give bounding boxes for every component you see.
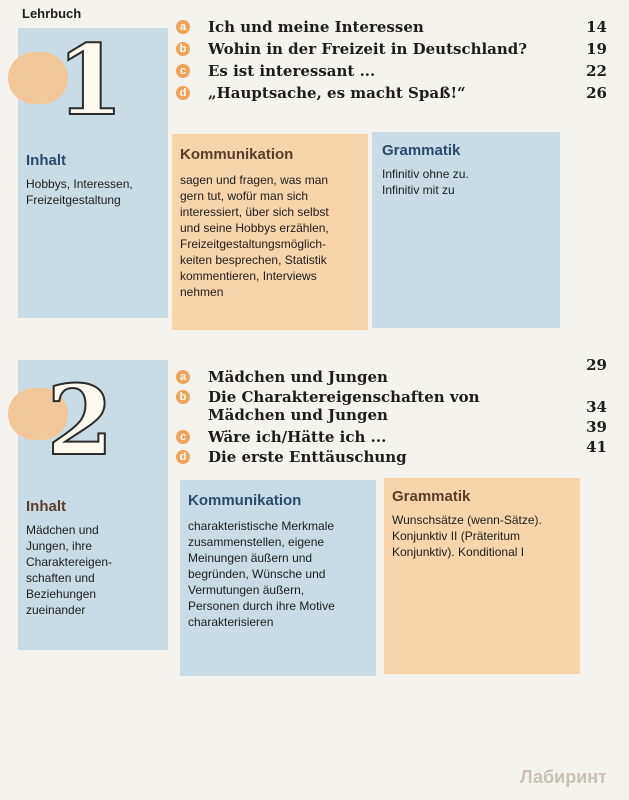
unit-1-grammatik-text: Infinitiv ohne zu. Infinitiv mit zu [382,167,469,197]
unit-1-inhalt-text: Hobbys, Interessen, Freizeitgestaltung [26,177,133,207]
unit-2-grammatik-heading: Grammatik [392,488,471,505]
unit-1-grammatik-heading: Grammatik [382,142,461,159]
unit-1-grammatik-panel [372,132,560,328]
unit-2-kommunikation-text: charakteristische Merkmale zusammenstellen, eigene Meinungen äußern und begründen, Wünsche und Vermutungen äußern, Personen durch ihre Motive charakterisieren [188,519,335,629]
page-number: 26 [586,84,607,102]
topic-title: Es ist interessant ... [208,62,376,80]
page-number: 22 [586,62,607,80]
unit-1-topic-c[interactable] [176,60,375,82]
unit-2-topic-b-line2 [176,404,388,426]
unit-2-topic-d[interactable] [176,446,407,468]
page-number: 14 [586,18,607,36]
topic-letter-badge: c [176,64,190,78]
page-number: 39 [586,418,607,436]
topic-title: Mädchen und Jungen [208,406,388,424]
unit-2-grammatik-panel [384,478,580,674]
topic-title: Wohin in der Freizeit in Deutschland? [208,40,528,58]
page-number: 19 [586,40,607,58]
unit-2-topic-a[interactable] [176,366,388,388]
unit-2-kommunikation-heading: Kommunikation [188,492,302,509]
section-label: Lehrbuch [22,6,82,21]
topic-title: Ich und meine Interessen [208,18,424,36]
page-number: 41 [586,438,607,456]
unit-2-number: 2 [46,364,114,477]
topic-title: Mädchen und Jungen [208,368,388,386]
unit-1-topic-a[interactable] [176,16,424,38]
topic-letter-badge: b [176,42,190,56]
topic-letter-badge: a [176,20,190,34]
topic-title: Die erste Enttäuschung [208,448,407,466]
page-number: 34 [586,398,607,416]
topic-letter-badge: d [176,450,190,464]
unit-1-inhalt-heading: Inhalt [26,152,66,169]
unit-2-inhalt-heading: Inhalt [26,498,66,515]
topic-title: „Hauptsache, es macht Spaß!“ [208,84,466,102]
watermark-text: Лабиринт [519,767,607,787]
unit-2-topic-c[interactable] [176,426,386,448]
topic-letter-badge: a [176,370,190,384]
unit-1-topic-b[interactable] [176,38,527,60]
topic-title: Die Charaktereigenschaften von [208,388,480,406]
unit-1-number: 1 [56,24,124,137]
topic-title: Wäre ich/Hätte ich ... [208,428,387,446]
topic-letter-badge: d [176,86,190,100]
topic-letter-badge: b [176,390,190,404]
unit-1-topic-d[interactable] [176,82,466,104]
unit-1-kommunikation-text: sagen und fragen, was man gern tut, wofür man sich interessiert, über sich selbst und seine Hobbys erzählen, Freizeitgestaltungsmöglich- keiten besprechen, Statistik kommentieren, Interviews nehmen [180,173,329,299]
page-number: 29 [586,356,607,374]
unit-2-grammatik-text: Wunschsätze (wenn-Sätze). Konjunktiv II (Präteritum Konjunktiv). Konditional I [392,513,542,559]
topic-letter-badge: c [176,430,190,444]
unit-2-inhalt-text: Mädchen und Jungen, ihre Charaktereigen- schaften und Beziehungen zueinander [26,523,113,617]
unit-1-kommunikation-heading: Kommunikation [180,146,294,163]
